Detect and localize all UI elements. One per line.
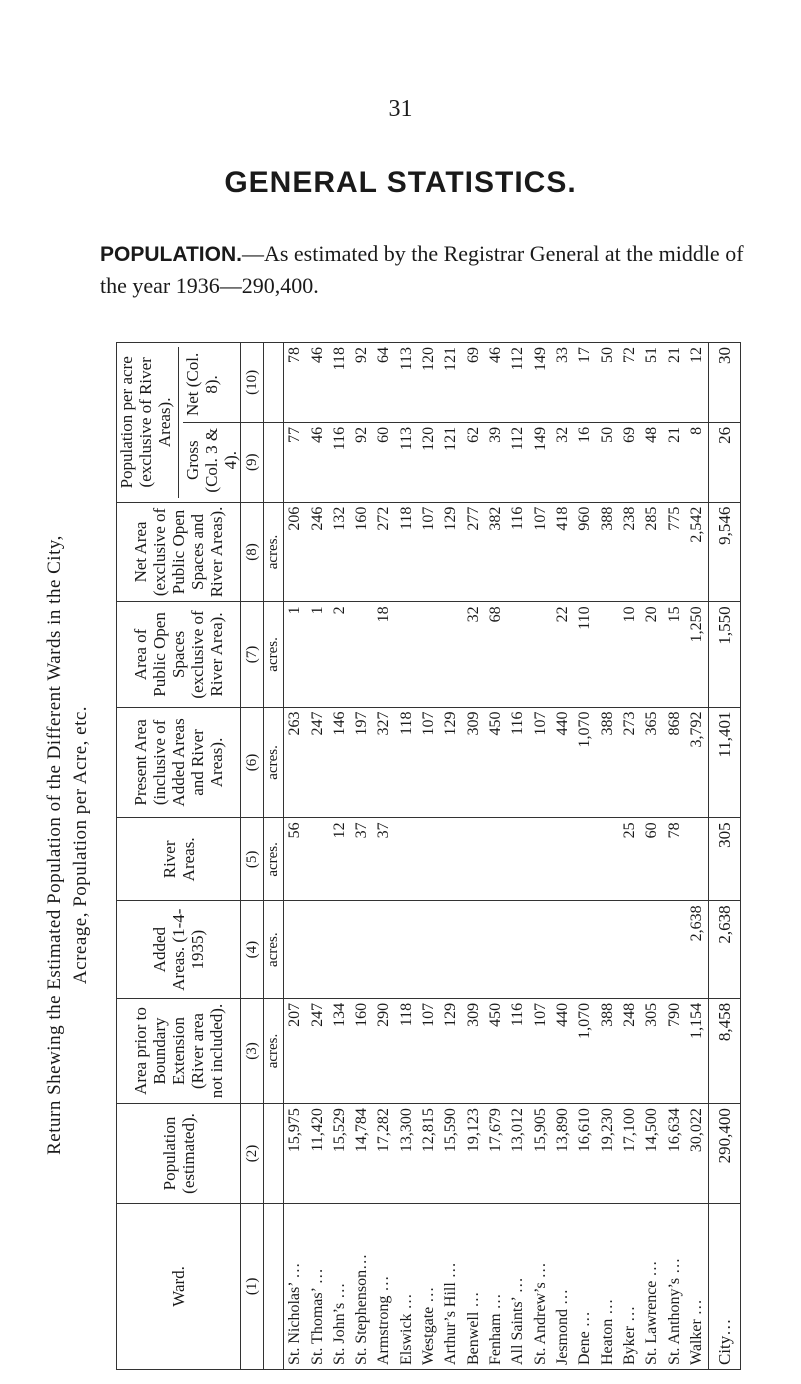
net-ppa-cell: 72 (619, 343, 641, 423)
present-area-cell: 1,070 (574, 707, 596, 818)
table-row (396, 343, 418, 1370)
present-area-cell: 129 (440, 707, 462, 818)
present-area-cell: 118 (396, 707, 418, 818)
header-ppa-gross: Gross (Col. 3 & 4). (183, 422, 240, 498)
net-ppa-cell: 92 (351, 343, 373, 423)
present-area-cell: 388 (597, 707, 619, 818)
area-prior-cell: 107 (530, 998, 552, 1103)
ward-cell: Fenham … (485, 1203, 507, 1369)
present-area-cell: 116 (507, 707, 529, 818)
open-space-cell (507, 602, 529, 707)
unit-acres: acres. (264, 998, 284, 1103)
table-row (284, 343, 307, 1370)
ward-cell: St. Andrew’s … (530, 1203, 552, 1369)
header-ppa-group: Population per acre (exclusive of River Areas). (117, 347, 179, 498)
area-prior-cell: 1,070 (574, 998, 596, 1103)
table-row (530, 343, 552, 1370)
open-space-cell: 10 (619, 602, 641, 707)
added-area-cell (619, 901, 641, 998)
river-area-cell: 60 (641, 818, 663, 901)
net-area-cell: 2,542 (686, 502, 709, 602)
gross-ppa-cell: 32 (552, 422, 574, 502)
net-ppa-cell: 121 (440, 343, 462, 423)
net-area-cell: 238 (619, 502, 641, 602)
page-number: 31 (388, 96, 413, 122)
header-net-area: Net Area (exclusive of Public Open Spaces and River Areas). (117, 502, 241, 602)
total-present-area-cell: 11,401 (709, 707, 741, 818)
unit-acres: acres. (264, 602, 284, 707)
intro-lead: POPULATION. (100, 243, 242, 266)
ward-cell: Westgate … (418, 1203, 440, 1369)
net-area-cell: 277 (463, 502, 485, 602)
population-cell: 16,610 (574, 1104, 596, 1204)
net-area-cell: 960 (574, 502, 596, 602)
added-area-cell (485, 901, 507, 998)
ward-cell: All Saints’ … (507, 1203, 529, 1369)
added-area-cell (641, 901, 663, 998)
population-cell: 12,815 (418, 1104, 440, 1204)
net-area-cell: 116 (507, 502, 529, 602)
total-population-cell: 290,400 (709, 1104, 741, 1204)
table-row (641, 343, 663, 1370)
present-area-cell: 263 (284, 707, 307, 818)
gross-ppa-cell: 120 (418, 422, 440, 502)
table-row (351, 343, 373, 1370)
table-row (485, 343, 507, 1370)
present-area-cell: 146 (329, 707, 351, 818)
population-cell: 30,022 (686, 1104, 709, 1204)
added-area-cell (507, 901, 529, 998)
present-area-cell: 450 (485, 707, 507, 818)
ward-cell: St. Thomas’ … (306, 1203, 328, 1369)
total-gross-ppa-cell: 26 (709, 422, 741, 502)
added-area-cell: 2,638 (686, 901, 709, 998)
header-area-prior: Area prior to Boundary Extension (River area not included). (117, 998, 241, 1103)
population-table (116, 342, 741, 1370)
added-area-cell (530, 901, 552, 998)
intro-paragraph (40, 238, 760, 301)
intro-text: —As estimated by the Registrar General at the middle of the year 1936—290,400. (100, 241, 744, 298)
unit-acres: acres. (264, 502, 284, 602)
table-row (664, 343, 686, 1370)
area-prior-cell: 305 (641, 998, 663, 1103)
present-area-cell: 107 (418, 707, 440, 818)
table-row (440, 343, 462, 1370)
river-area-cell (396, 818, 418, 901)
table-row (418, 343, 440, 1370)
open-space-cell: 68 (485, 602, 507, 707)
population-cell: 14,784 (351, 1104, 373, 1204)
area-prior-cell: 207 (284, 998, 307, 1103)
open-space-cell: 1,250 (686, 602, 709, 707)
table-row (306, 343, 328, 1370)
side-caption-line1: Return Shewing the Estimated Population of the Different Wards in the City, (44, 535, 65, 1155)
open-space-cell: 1 (306, 602, 328, 707)
population-cell: 15,905 (530, 1104, 552, 1204)
net-ppa-cell: 112 (507, 343, 529, 423)
header-public-open-spaces: Area of Public Open Spaces (exclusive of River Area). (117, 602, 241, 707)
net-area-cell: 160 (351, 502, 373, 602)
open-space-cell: 1 (284, 602, 307, 707)
present-area-cell: 247 (306, 707, 328, 818)
population-cell: 13,890 (552, 1104, 574, 1204)
header-population: Population (estimated). (117, 1104, 241, 1204)
colnum-8: (8) (241, 502, 264, 602)
net-area-cell: 107 (530, 502, 552, 602)
ward-cell: Walker … (686, 1203, 709, 1369)
gross-ppa-cell: 8 (686, 422, 709, 502)
net-ppa-cell: 51 (641, 343, 663, 423)
gross-ppa-cell: 48 (641, 422, 663, 502)
river-area-cell (530, 818, 552, 901)
ward-cell: Byker … (619, 1203, 641, 1369)
river-area-cell (686, 818, 709, 901)
net-ppa-cell: 46 (485, 343, 507, 423)
side-caption (6, 320, 116, 1370)
gross-ppa-cell: 112 (507, 422, 529, 502)
ward-cell: Arthur’s Hill … (440, 1203, 462, 1369)
net-area-cell: 382 (485, 502, 507, 602)
gross-ppa-cell: 16 (574, 422, 596, 502)
ward-cell: Elswick … (396, 1203, 418, 1369)
population-cell: 17,679 (485, 1104, 507, 1204)
table-row (329, 343, 351, 1370)
gross-ppa-cell: 62 (463, 422, 485, 502)
net-area-cell: 285 (641, 502, 663, 602)
river-area-cell (597, 818, 619, 901)
added-area-cell (373, 901, 395, 998)
colnum-1: (1) (241, 1203, 264, 1369)
net-area-cell: 206 (284, 502, 307, 602)
added-area-cell (552, 901, 574, 998)
area-prior-cell: 247 (306, 998, 328, 1103)
net-area-cell: 388 (597, 502, 619, 602)
open-space-cell: 2 (329, 602, 351, 707)
net-ppa-cell: 78 (284, 343, 307, 423)
present-area-cell: 327 (373, 707, 395, 818)
gross-ppa-cell: 50 (597, 422, 619, 502)
total-added-area-cell: 2,638 (709, 901, 741, 998)
gross-ppa-cell: 149 (530, 422, 552, 502)
gross-ppa-cell: 116 (329, 422, 351, 502)
river-area-cell: 37 (373, 818, 395, 901)
added-area-cell (574, 901, 596, 998)
net-ppa-cell: 64 (373, 343, 395, 423)
present-area-cell: 107 (530, 707, 552, 818)
unit-acres: acres. (264, 707, 284, 818)
gross-ppa-cell: 69 (619, 422, 641, 502)
colnum-3: (3) (241, 998, 264, 1103)
area-prior-cell: 129 (440, 998, 462, 1103)
table-row (463, 343, 485, 1370)
header-population-per-acre (117, 343, 241, 503)
river-area-cell (507, 818, 529, 901)
net-area-cell: 272 (373, 502, 395, 602)
population-cell: 14,500 (641, 1104, 663, 1204)
unit-acres: acres. (264, 901, 284, 998)
present-area-cell: 273 (619, 707, 641, 818)
population-cell: 11,420 (306, 1104, 328, 1204)
table-row (507, 343, 529, 1370)
open-space-cell (597, 602, 619, 707)
gross-ppa-cell: 77 (284, 422, 307, 502)
river-area-cell (418, 818, 440, 901)
present-area-cell: 868 (664, 707, 686, 818)
net-ppa-cell: 50 (597, 343, 619, 423)
total-open-space-cell: 1,550 (709, 602, 741, 707)
colnum-6: (6) (241, 707, 264, 818)
added-area-cell (463, 901, 485, 998)
added-area-cell (440, 901, 462, 998)
open-space-cell: 15 (664, 602, 686, 707)
river-area-cell (306, 818, 328, 901)
area-prior-cell: 116 (507, 998, 529, 1103)
open-space-cell (440, 602, 462, 707)
colnum-7: (7) (241, 602, 264, 707)
area-prior-cell: 388 (597, 998, 619, 1103)
added-area-cell (329, 901, 351, 998)
table-row (552, 343, 574, 1370)
net-area-cell: 129 (440, 502, 462, 602)
open-space-cell (351, 602, 373, 707)
river-area-cell: 78 (664, 818, 686, 901)
table-body (284, 343, 741, 1370)
total-row (709, 343, 741, 1370)
net-ppa-cell: 113 (396, 343, 418, 423)
net-area-cell: 775 (664, 502, 686, 602)
area-prior-cell: 118 (396, 998, 418, 1103)
population-table-wrapper (116, 342, 741, 1370)
colnum-4: (4) (241, 901, 264, 998)
river-area-cell: 56 (284, 818, 307, 901)
table-row (619, 343, 641, 1370)
open-space-cell: 110 (574, 602, 596, 707)
total-river-area-cell: 305 (709, 818, 741, 901)
population-cell: 19,123 (463, 1104, 485, 1204)
net-ppa-cell: 120 (418, 343, 440, 423)
river-area-cell: 12 (329, 818, 351, 901)
open-space-cell: 22 (552, 602, 574, 707)
population-cell: 17,282 (373, 1104, 395, 1204)
added-area-cell (664, 901, 686, 998)
header-present-area: Present Area (inclusive of Added Areas and River Areas). (117, 707, 241, 818)
ward-cell: St. Anthony’s … (664, 1203, 686, 1369)
header-added-areas: Added Areas. (1-4-1935) (117, 901, 241, 998)
area-prior-cell: 160 (351, 998, 373, 1103)
net-ppa-cell: 12 (686, 343, 709, 423)
gross-ppa-cell: 39 (485, 422, 507, 502)
gross-ppa-cell: 21 (664, 422, 686, 502)
gross-ppa-cell: 92 (351, 422, 373, 502)
net-ppa-cell: 149 (530, 343, 552, 423)
river-area-cell (574, 818, 596, 901)
added-area-cell (396, 901, 418, 998)
gross-ppa-cell: 60 (373, 422, 395, 502)
total-ward-cell: City… (709, 1203, 741, 1369)
open-space-cell: 32 (463, 602, 485, 707)
population-cell: 15,590 (440, 1104, 462, 1204)
population-cell: 16,634 (664, 1104, 686, 1204)
added-area-cell (597, 901, 619, 998)
colnum-10: (10) (241, 343, 264, 423)
gross-ppa-cell: 46 (306, 422, 328, 502)
population-cell: 19,230 (597, 1104, 619, 1204)
present-area-cell: 3,792 (686, 707, 709, 818)
side-caption-line2: Acreage, Population per Acre, etc. (70, 705, 91, 985)
ward-cell: Benwell … (463, 1203, 485, 1369)
open-space-cell: 20 (641, 602, 663, 707)
net-area-cell: 418 (552, 502, 574, 602)
net-ppa-cell: 33 (552, 343, 574, 423)
net-ppa-cell: 46 (306, 343, 328, 423)
open-space-cell (396, 602, 418, 707)
population-cell: 17,100 (619, 1104, 641, 1204)
page-heading: GENERAL STATISTICS. (224, 166, 577, 199)
population-cell: 13,300 (396, 1104, 418, 1204)
header-ppa-net: Net (Col. 8). (183, 352, 221, 417)
net-area-cell: 246 (306, 502, 328, 602)
ward-cell: St. Lawrence … (641, 1203, 663, 1369)
river-area-cell: 37 (351, 818, 373, 901)
population-cell: 13,012 (507, 1104, 529, 1204)
area-prior-cell: 107 (418, 998, 440, 1103)
present-area-cell: 440 (552, 707, 574, 818)
table-row (574, 343, 596, 1370)
header-river-areas: River Areas. (117, 818, 241, 901)
river-area-cell (552, 818, 574, 901)
river-area-cell (485, 818, 507, 901)
net-ppa-cell: 69 (463, 343, 485, 423)
added-area-cell (284, 901, 307, 998)
open-space-cell (418, 602, 440, 707)
colnum-2: (2) (241, 1104, 264, 1204)
net-area-cell: 107 (418, 502, 440, 602)
added-area-cell (418, 901, 440, 998)
area-prior-cell: 134 (329, 998, 351, 1103)
ward-cell: St. John’s … (329, 1203, 351, 1369)
area-prior-cell: 790 (664, 998, 686, 1103)
present-area-cell: 197 (351, 707, 373, 818)
population-cell: 15,975 (284, 1104, 307, 1204)
area-prior-cell: 440 (552, 998, 574, 1103)
table-row (373, 343, 395, 1370)
ward-cell: St. Stephenson… (351, 1203, 373, 1369)
ward-cell: Jesmond … (552, 1203, 574, 1369)
gross-ppa-cell: 121 (440, 422, 462, 502)
ward-cell: St. Nicholas’ … (284, 1203, 307, 1369)
present-area-cell: 309 (463, 707, 485, 818)
area-prior-cell: 309 (463, 998, 485, 1103)
total-net-area-cell: 9,546 (709, 502, 741, 602)
area-prior-cell: 248 (619, 998, 641, 1103)
colnum-9: (9) (241, 422, 264, 502)
net-ppa-cell: 118 (329, 343, 351, 423)
area-prior-cell: 450 (485, 998, 507, 1103)
ward-cell: Heaton … (597, 1203, 619, 1369)
net-area-cell: 132 (329, 502, 351, 602)
gross-ppa-cell: 113 (396, 422, 418, 502)
net-ppa-cell: 21 (664, 343, 686, 423)
area-prior-cell: 1,154 (686, 998, 709, 1103)
ward-cell: Dene … (574, 1203, 596, 1369)
table-row (597, 343, 619, 1370)
total-net-ppa-cell: 30 (709, 343, 741, 423)
header-ward: Ward. (117, 1203, 241, 1369)
net-area-cell: 118 (396, 502, 418, 602)
river-area-cell: 25 (619, 818, 641, 901)
open-space-cell: 18 (373, 602, 395, 707)
added-area-cell (306, 901, 328, 998)
open-space-cell (530, 602, 552, 707)
present-area-cell: 365 (641, 707, 663, 818)
added-area-cell (351, 901, 373, 998)
river-area-cell (463, 818, 485, 901)
population-cell: 15,529 (329, 1104, 351, 1204)
river-area-cell (440, 818, 462, 901)
table-row (686, 343, 709, 1370)
ward-cell: Armstrong … (373, 1203, 395, 1369)
unit-acres: acres. (264, 818, 284, 901)
area-prior-cell: 290 (373, 998, 395, 1103)
colnum-5: (5) (241, 818, 264, 901)
total-area-prior-cell: 8,458 (709, 998, 741, 1103)
net-ppa-cell: 17 (574, 343, 596, 423)
